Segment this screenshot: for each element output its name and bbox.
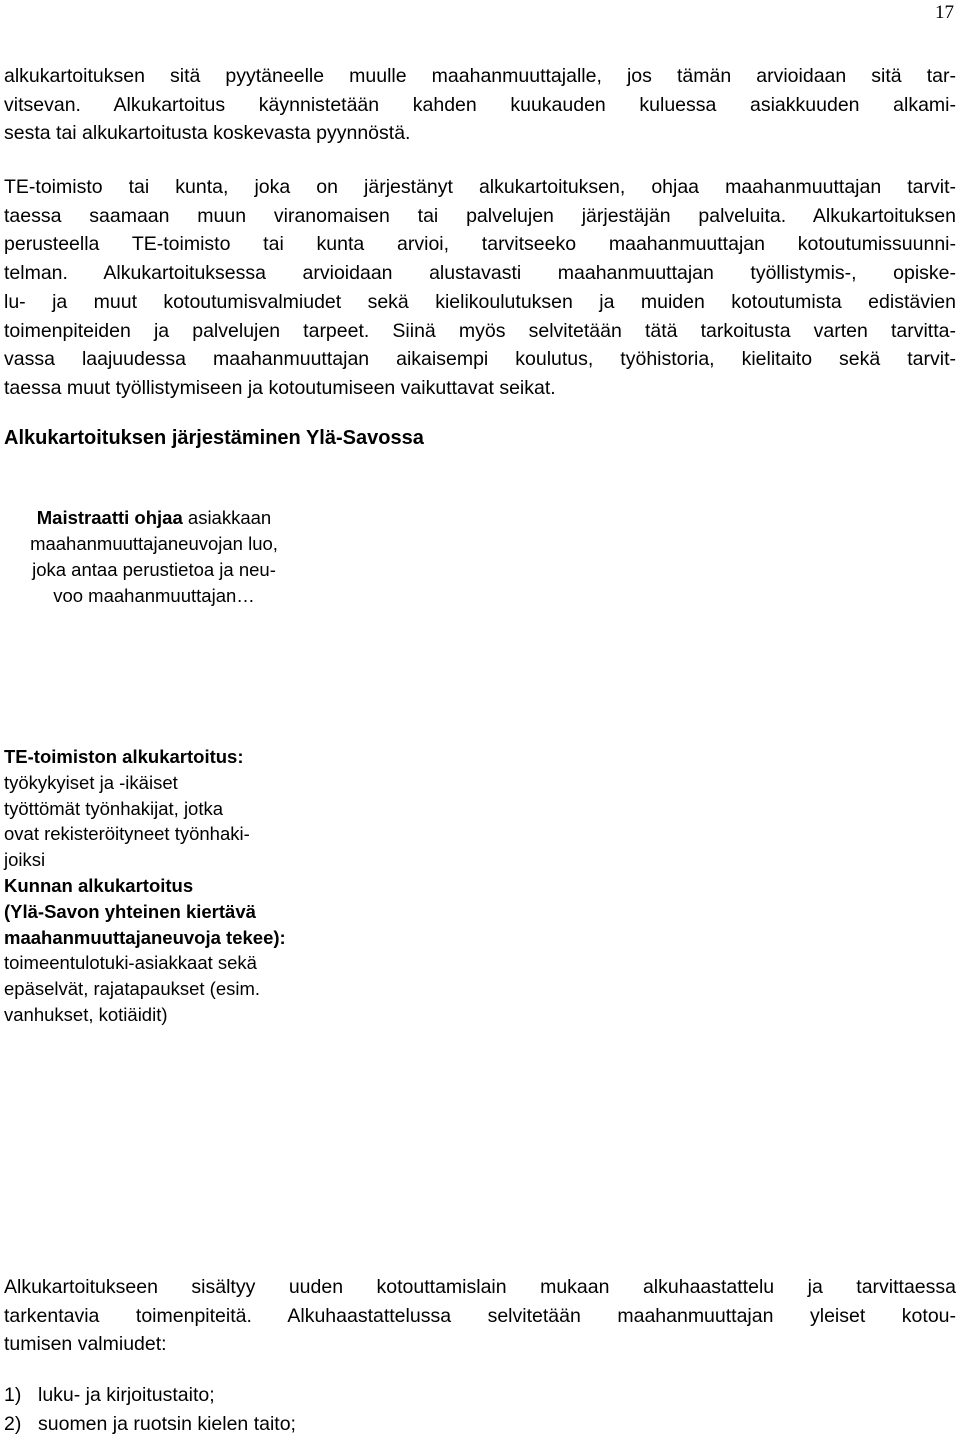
text-line: Alkukartoitukseen sisältyy uuden kotouttamislain mukaan alkuhaastattelu ja tarvittaessa <box>4 1276 956 1298</box>
text-fragment: asiakkaan <box>182 507 272 528</box>
text-line: työttömät työnhakijat, jotka <box>4 797 224 819</box>
diagram-box-maistraatti <box>4 505 304 609</box>
list-number: 2) <box>4 1412 22 1435</box>
page-number: 17 <box>935 2 954 23</box>
text-line: taessa saamaan muun viranomaisen tai palvelujen järjestäjän palveluita. Alkukartoituksen <box>4 204 956 227</box>
text-line: epäselvät, rajatapaukset (esim. <box>4 978 261 1000</box>
list-item <box>4 1381 704 1410</box>
list-item <box>4 1410 704 1439</box>
kunta-title: (Ylä-Savon yhteinen kiertävä <box>4 900 256 922</box>
text-line: ovat rekisteröityneet työnhaki- <box>4 823 250 845</box>
text-line: toimenpiteiden ja palvelujen tarpeet. Siinä myös selvitetään tätä tarkoitusta varten tarvitta- <box>4 319 956 342</box>
readiness-list <box>4 1381 704 1438</box>
paragraph-te-office <box>4 173 956 403</box>
text-line: tarkentavia toimenpiteitä. Alkuhaastattelussa selvitetään maahanmuuttajan yleiset kotou- <box>4 1304 956 1327</box>
kunta-title: maahanmuuttajaneuvoja tekee): <box>4 926 286 948</box>
text-line: joka antaa perustietoa ja neu- <box>32 559 276 580</box>
text-line: vitsevan. Alkukartoitus käynnistetään kahden kuukauden kuluessa asiakkuuden alkami- <box>4 93 956 116</box>
text-line: vassa laajuudessa maahanmuuttajan aikaisempi koulutus, työhistoria, kielitaito sekä tarvit- <box>4 348 956 371</box>
list-text: luku- ja kirjoitustaito; <box>38 1384 215 1406</box>
text-line: telman. Alkukartoituksessa arvioidaan alustavasti maahanmuuttajan työllistymis-, opiske- <box>4 262 956 285</box>
text-line: toimeentulotuki-asiakkaat sekä <box>4 952 257 974</box>
paragraph-alkuhaastattelu <box>4 1273 956 1359</box>
text-line: voo maahanmuuttajan… <box>53 585 255 606</box>
list-text: suomen ja ruotsin kielen taito; <box>38 1412 296 1435</box>
text-line: perusteella TE-toimisto tai kunta arvioi, tarvitseeko maahanmuuttajan kotoutumissuunni- <box>4 233 956 256</box>
paragraph-intro <box>4 62 956 148</box>
text-line: työkykyiset ja -ikäiset <box>4 771 178 793</box>
text-line: lu- ja muut kotoutumisvalmiudet sekä kielikoulutuksen ja muiden kotoutumista edistävien <box>4 290 956 313</box>
text-line: maahanmuuttajaneuvojan luo, <box>30 533 278 554</box>
text-line: tumisen valmiudet: <box>4 1333 167 1356</box>
text-line: vanhukset, kotiäidit) <box>4 1003 168 1025</box>
text-line: joiksi <box>4 849 46 871</box>
te-title: TE-toimiston alkukartoitus: <box>4 746 244 767</box>
text-line: alkukartoituksen sitä pyytäneelle muulle maahanmuuttajalle, jos tämän arvioidaan sitä tar- <box>4 65 956 87</box>
diagram-box-alkukartoitus <box>4 744 364 1028</box>
list-number: 1) <box>4 1384 22 1406</box>
text-line: TE-toimisto tai kunta, joka on järjestänyt alkukartoituksen, ohjaa maahanmuuttajan tarvit- <box>4 176 956 198</box>
text-line <box>4 505 304 531</box>
text-line: taessa muut työllistymiseen ja kotoutumiseen vaikuttavat seikat. <box>4 376 556 399</box>
text-line: sesta tai alkukartoitusta koskevasta pyynnöstä. <box>4 122 411 145</box>
kunta-title: Kunnan alkukartoitus <box>4 874 194 896</box>
bold-lead: Maistraatti ohjaa <box>36 507 183 528</box>
section-heading: Alkukartoituksen järjestäminen Ylä-Savossa <box>4 427 424 449</box>
